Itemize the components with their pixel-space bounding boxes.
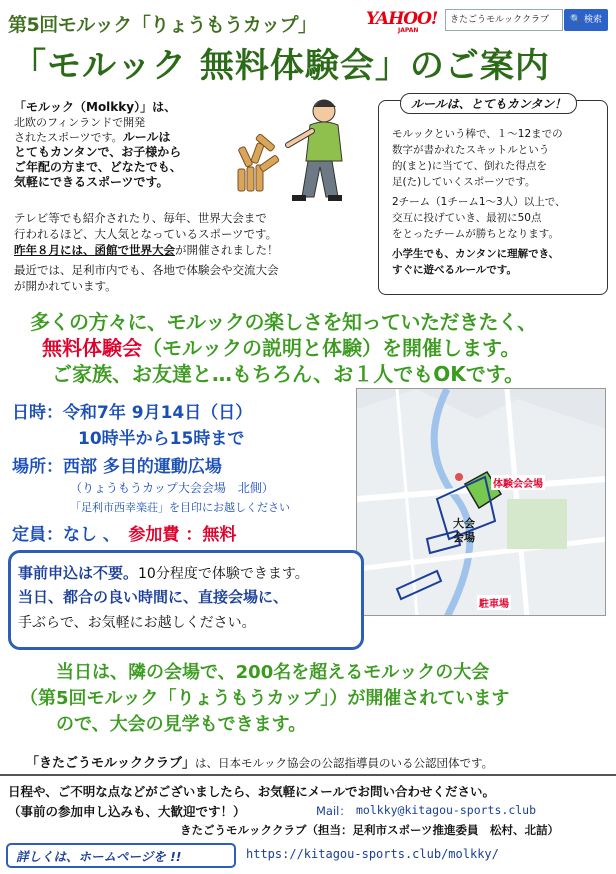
rules-body xyxy=(392,126,600,278)
yahoo-logo: YAHOO! xyxy=(366,9,438,29)
club-note xyxy=(26,752,493,771)
rules-line: モルックという棒で、１〜12までの xyxy=(392,128,563,140)
worlds-highlight: 昨年８月には、函館で世界大会 xyxy=(14,243,175,257)
announce-line-3: ご家族、お友達と…もちろん、お１人でもOKです。 xyxy=(52,362,525,386)
venue-map xyxy=(356,388,606,616)
intro-line: 「モルック（Molkky）」は、 xyxy=(14,100,177,114)
footer-inquiry: 日程や、ご不明な点などがございましたら、お気軽にメールでお問い合わせください。 xyxy=(8,784,496,799)
free-trial-highlight: 無料体験会 xyxy=(42,336,142,360)
intro-line: ご年配の方まで、どなたでも、 xyxy=(14,160,182,174)
map-drawing xyxy=(357,389,606,616)
club-name: 「きたごうモルッククラブ」 xyxy=(26,756,196,771)
tournament-line-3: ので、大会の見学もできます。 xyxy=(56,714,307,735)
rules-line: すぐに遊べるルールです。 xyxy=(392,264,517,276)
yahoo-logo-sub: JAPAN xyxy=(398,27,419,34)
intro-line: ルールは xyxy=(122,130,171,144)
molkky-player-illustration xyxy=(232,93,362,205)
intro-paragraph xyxy=(14,100,264,190)
rules-line: 的(まと)に当てて、倒れた得点を xyxy=(392,160,547,172)
intro-line: が開催されました！ xyxy=(175,243,279,257)
rules-line: 足(た)していくスポーツです。 xyxy=(392,176,536,188)
parking-label: 駐車場 xyxy=(477,595,511,610)
rules-line: 数字が書かれたスキットルという xyxy=(392,144,550,156)
announce-line-2 xyxy=(42,332,520,361)
event-date: 日時：令和7年 9月14日（日） xyxy=(12,403,253,423)
event-time: 10時半から15時まで xyxy=(78,429,245,449)
booking-line-3: 手ぶらで、お気軽にお越しください。 xyxy=(18,615,256,631)
no-booking-needed: 事前申込は不要。 xyxy=(18,564,139,582)
event-name: 第5回モルック「りょうもうカップ」 xyxy=(8,14,317,36)
intro-line: 気軽にできるスポーツです。 xyxy=(14,175,169,189)
capacity-text: 定員：なし 、 xyxy=(12,525,112,545)
fee-text: 参加費 ：無料 xyxy=(128,525,237,545)
rules-title: ルールは、とてもカンタン！ xyxy=(400,93,577,114)
footer-welcome: （事前の参加申し込みも、大歓迎です！） xyxy=(8,804,246,819)
event-place-landmark: 「足利市西幸楽荘」を目印にお越しください xyxy=(70,501,290,514)
event-capacity xyxy=(12,520,236,545)
intro-line: 行われるほど、大人気となっているスポーツです。 xyxy=(14,227,278,241)
event-place-sub: （りょうもうカップ大会会場 北側） xyxy=(70,481,274,495)
rules-line: をとったチームが勝ちとなります。 xyxy=(392,228,559,240)
intro-line: とてもカンタンで、お子様から xyxy=(14,145,182,159)
map-label-line: 会場 xyxy=(453,531,475,544)
footer-divider xyxy=(0,774,616,776)
announce-text: （モルックの説明と体験）を開催します。 xyxy=(142,336,521,360)
intro-line: が開かれています。 xyxy=(14,279,117,293)
tournament-line-1: 当日は、隣の会場で、200名を超えるモルックの大会 xyxy=(56,662,490,683)
event-place: 場所：西部 多目的運動広場 xyxy=(12,457,222,477)
booking-text: 10分程度で体験できます。 xyxy=(138,566,309,582)
rules-line: 交互に投げていき、最初に50点 xyxy=(392,212,542,224)
search-button[interactable]: 🔍 検索 xyxy=(564,9,608,31)
intro-line: テレビ等でも紹介されたり、毎年、世界大会まで xyxy=(14,211,267,225)
venue-label: 体験会会場 xyxy=(491,475,545,490)
announce-line-1: 多くの方々に、モルックの楽しさを知っていただきたく、 xyxy=(30,310,537,334)
search-input[interactable]: きたごうモルッククラブ xyxy=(445,9,563,31)
mail-label: Mail： xyxy=(316,804,351,818)
footer-contact: きたごうモルッククラブ（担当：足利市スポーツ推進委員 松村、北詰） xyxy=(180,823,560,837)
tournament-line-2: （第5回モルック「りょうもうカップ」）が開催されています xyxy=(20,688,510,709)
booking-line-2: 当日、都合の良い時間に、直接会場に、 xyxy=(18,588,289,606)
booking-line-1 xyxy=(18,562,309,583)
mail-link[interactable]: molkky@kitagou-sports.club xyxy=(356,803,537,817)
rules-line: 2チーム（1チーム1〜3人）以上で、 xyxy=(392,196,566,208)
intro-line: 北欧のフィンランドで開発 xyxy=(14,116,146,129)
intro-line: 最近では、足利市内でも、各地で体験会や交流大会 xyxy=(14,263,279,277)
club-note-text: は、日本モルック協会の公認指導員のいる公認団体です。 xyxy=(195,756,494,770)
intro-paragraph-2 xyxy=(14,210,372,294)
page-title: 「モルック 無料体験会」のご案内 xyxy=(12,46,550,86)
homepage-link[interactable]: https://kitagou-sports.club/molkky/ xyxy=(246,847,499,861)
intro-line: されたスポーツです。 xyxy=(14,131,123,144)
rules-line: 小学生でも、カンタンに理解でき、 xyxy=(392,248,560,260)
more-info-text: 詳しくは、ホームページを !! xyxy=(16,849,182,864)
map-label-line: 大会 xyxy=(453,517,475,530)
tournament-venue-label xyxy=(453,517,475,545)
